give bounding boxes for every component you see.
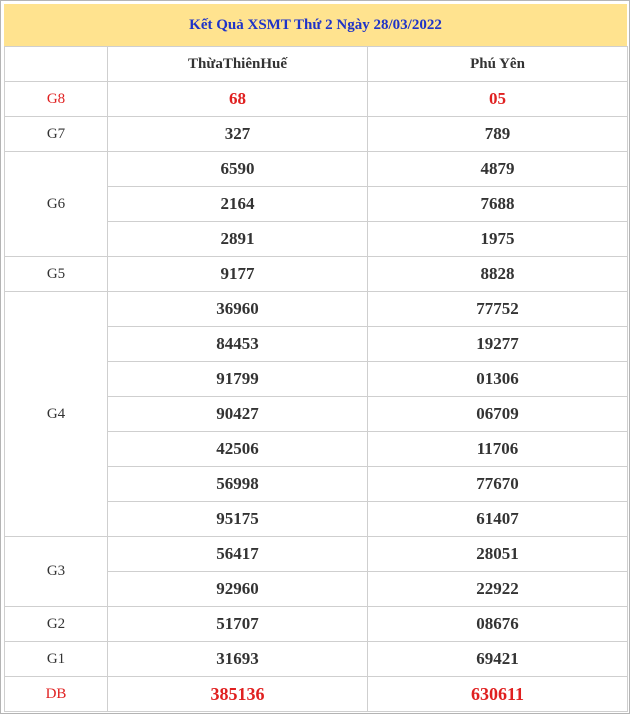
prize-label-g3: G3 [5, 537, 108, 607]
prize-number: 77752 [368, 292, 628, 327]
prize-number: 77670 [368, 467, 628, 502]
table-row [5, 537, 628, 572]
prize-number: 05 [368, 82, 628, 117]
prize-number: 789 [368, 117, 628, 152]
prize-number: 42506 [108, 432, 368, 467]
prize-number: 7688 [368, 187, 628, 222]
prize-column-header [5, 47, 108, 82]
prize-number: 9177 [108, 257, 368, 292]
prize-number: 28051 [368, 537, 628, 572]
prize-number: 91799 [108, 362, 368, 397]
prize-label-g1: G1 [5, 642, 108, 677]
prize-label-g7: G7 [5, 117, 108, 152]
prize-number: 2891 [108, 222, 368, 257]
province-header-phu-yen: Phú Yên [368, 47, 628, 82]
table-row [5, 677, 628, 712]
table-row [5, 642, 628, 677]
prize-number: 06709 [368, 397, 628, 432]
prize-number-jackpot: 385136 [108, 677, 368, 712]
prize-number: 61407 [368, 502, 628, 537]
prize-label-db: DB [5, 677, 108, 712]
page-title: Kết Quả XSMT Thứ 2 Ngày 28/03/2022 [4, 4, 627, 46]
table-row [5, 257, 628, 292]
prize-number: 56998 [108, 467, 368, 502]
table-row [5, 82, 628, 117]
prize-number: 95175 [108, 502, 368, 537]
prize-number: 56417 [108, 537, 368, 572]
prize-number: 1975 [368, 222, 628, 257]
table-row [5, 117, 628, 152]
results-table [4, 46, 628, 712]
prize-number: 68 [108, 82, 368, 117]
prize-label-g6: G6 [5, 152, 108, 257]
table-row [5, 152, 628, 187]
table-row [5, 607, 628, 642]
prize-number: 327 [108, 117, 368, 152]
prize-number: 11706 [368, 432, 628, 467]
prize-label-g8: G8 [5, 82, 108, 117]
prize-label-g4: G4 [5, 292, 108, 537]
prize-number: 92960 [108, 572, 368, 607]
prize-label-g5: G5 [5, 257, 108, 292]
prize-number: 31693 [108, 642, 368, 677]
prize-number: 8828 [368, 257, 628, 292]
prize-label-g2: G2 [5, 607, 108, 642]
prize-number: 22922 [368, 572, 628, 607]
prize-number-jackpot: 630611 [368, 677, 628, 712]
prize-number: 69421 [368, 642, 628, 677]
prize-number: 08676 [368, 607, 628, 642]
prize-number: 19277 [368, 327, 628, 362]
prize-number: 4879 [368, 152, 628, 187]
table-header-row [5, 47, 628, 82]
prize-number: 36960 [108, 292, 368, 327]
prize-number: 84453 [108, 327, 368, 362]
table-row [5, 292, 628, 327]
prize-number: 90427 [108, 397, 368, 432]
prize-number: 01306 [368, 362, 628, 397]
prize-number: 6590 [108, 152, 368, 187]
prize-number: 2164 [108, 187, 368, 222]
prize-number: 51707 [108, 607, 368, 642]
province-header-thua-thien-hue: ThừaThiênHuế [108, 47, 368, 82]
